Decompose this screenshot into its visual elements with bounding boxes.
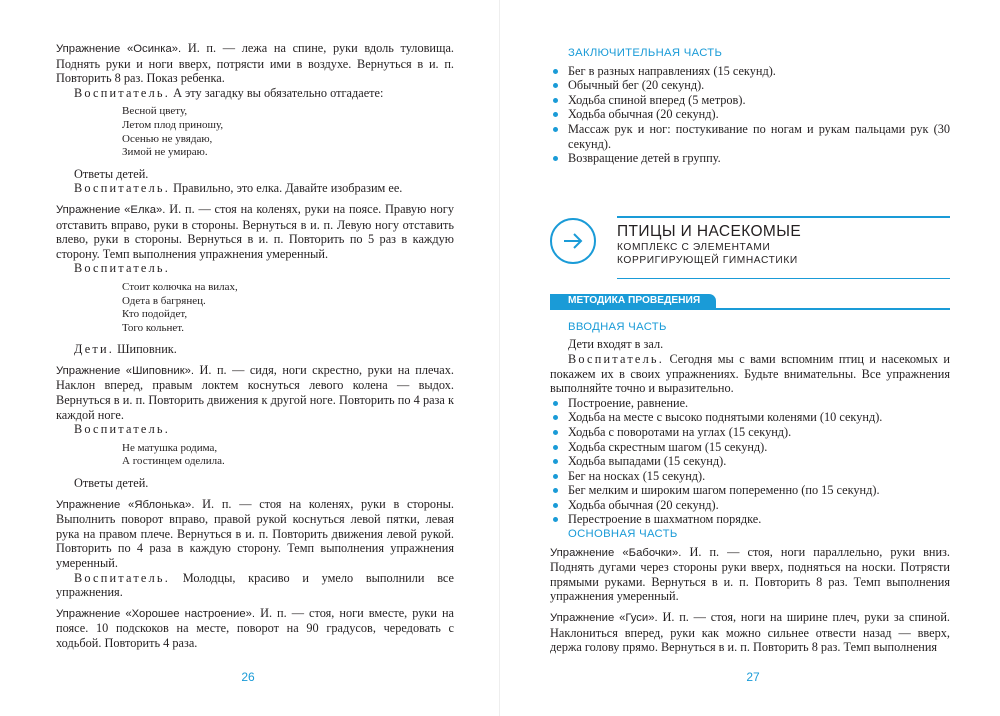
chapter-title: ПТИЦЫ И НАСЕКОМЫЕ (617, 222, 802, 240)
exercise-name: Упражнение «Осинка». (56, 43, 182, 55)
exercise-osinka: Упражнение «Осинка». И. п. — лежа на спине, руки вдоль туловища. Поднять руки и ноги вверх, потрясти ими в воздухе. Вернуться в и. п. Повторить 8 раз. Показ ребенка. (56, 41, 454, 86)
right-text-column (550, 46, 950, 655)
list-item: Ходьба обычная (20 секунд). (550, 498, 950, 513)
children-line: Дети. Шиповник. (74, 342, 177, 357)
speaker: Воспитатель. (74, 181, 170, 196)
list-item: Бег в разных направлениях (15 секунд). (550, 64, 950, 79)
exercise-name: Упражнение «Яблонька». (56, 498, 195, 511)
speaker: Дети. (74, 342, 115, 357)
exercise-name: Упражнение «Хорошее настроение». (56, 607, 256, 620)
list-item: Возвращение детей в группу. (550, 151, 950, 166)
exercise-name: Упражнение «Елка». (56, 203, 166, 216)
children-answers: Ответы детей. (74, 166, 149, 181)
speaker: Воспитатель. (74, 422, 170, 437)
teacher-line: Воспитатель. Правильно, это елка. Давайте изобразим ее. (74, 181, 403, 196)
list-item: Обычный бег (20 секунд). (550, 78, 950, 93)
children-answers: Ответы детей. (74, 476, 149, 491)
exercise-gusi: Упражнение «Гуси». И. п. — стоя, ноги на ширине плеч, руки за спиной. Наклониться вперед, руки как можно сильнее отвести назад — вверх, держа голову прямо. Вернуться в и. п. Повторить 8 раз. Темп выполнения (550, 610, 950, 655)
chapter-subtitle: КОРРИГИРУЮЩЕЙ ГИМНАСТИКИ (617, 254, 798, 266)
page-number: 27 (746, 670, 760, 684)
speaker: Воспитатель. (568, 351, 664, 366)
right-page (500, 0, 1000, 716)
riddle-poem: Стоит колючка на вилах, Одета в багрянец. Кто подойдет, Того кольнет. (122, 280, 238, 334)
list-item: Бег мелким и широким шагом попеременно (по 15 секунд). (550, 483, 950, 498)
method-bar (550, 294, 950, 310)
section-heading-intro: ВВОДНАЯ ЧАСТЬ (568, 320, 667, 333)
list-item: Ходьба спиной вперед (5 метров). (550, 93, 950, 108)
teacher-line (56, 261, 454, 276)
exercise-elka: Упражнение «Елка». И. п. — стоя на коленях, руки на поясе. Правую ногу отставить вправо, руки в стороны. Вернуться в и. п. Левую ногу отставить влево, руки в стороны. Вернуться в и. п. Повторить по 5 раз в каждую сторону. Темп выполнения упражнения умеренный. (56, 201, 454, 261)
chapter-title-block (617, 216, 950, 267)
exercise-babochki: Упражнение «Бабочки». И. п. — стоя, ноги параллельно, руки вниз. Поднять дугами через стороны руки вверх, подняться на носки. Потрясти прямыми руками. Вернуться в и. п. Повторить 8 раз. Темп выполнения упражнения умеренный. (550, 544, 950, 604)
speaker: Воспитатель. (74, 85, 170, 100)
speaker: Воспитатель. (74, 261, 170, 276)
riddle-poem: Не матушка родима, А гостинцем оделила. (122, 441, 225, 468)
list-item: Ходьба скрестным шагом (15 секунд). (550, 440, 950, 455)
chapter-subtitle: КОМПЛЕКС С ЭЛЕМЕНТАМИ (617, 241, 771, 253)
list-item: Ходьба с поворотами на углах (15 секунд). (550, 425, 950, 440)
list-item: Построение, равнение. (550, 396, 950, 411)
final-part-list (550, 64, 950, 166)
intro-lead: Дети входят в зал. (568, 337, 664, 352)
page-number: 26 (241, 670, 255, 684)
riddle-poem: Весной цвету, Летом плод приношу, Осенью не увядаю, Зимой не умираю. (122, 105, 224, 159)
exercise-name: Упражнение «Гуси». (550, 612, 658, 625)
section-heading-final: ЗАКЛЮЧИТЕЛЬНАЯ ЧАСТЬ (568, 47, 723, 59)
exercise-shipovnik: Упражнение «Шиповник». И. п. — сидя, ноги скрестно, руки на плечах. Наклон вперед, правым локтем коснуться левого колена — выдох. Вернуться в и. п. Повторить движения к другой ноге. Повторить по 4 раза к каждой ноге. (56, 362, 454, 422)
teacher-line: Воспитатель. Молодцы, красиво и умело выполнили все упражнения. (56, 570, 454, 600)
list-item: Перестроение в шахматном порядке. (550, 512, 950, 527)
list-item: Бег на носках (15 секунд). (550, 469, 950, 484)
teacher-line (56, 422, 454, 437)
left-text-column (56, 41, 454, 651)
arrow-right-icon (550, 218, 596, 264)
chapter-header (550, 216, 950, 278)
speaker: Воспитатель. (74, 570, 170, 585)
exercise-name: Упражнение «Бабочки». (550, 546, 682, 559)
teacher-line: Воспитатель. Сегодня мы с вами вспомним птиц и насекомых и покажем их в своих упражнениях. Будьте внимательны. Все упражнения выполняйте точно и выразительно. (550, 351, 950, 396)
list-item: Массаж рук и ног: постукивание по ногам и рукам пальцами рук (30 секунд). (550, 122, 950, 151)
exercise-nastroenie: Упражнение «Хорошее настроение». И. п. — стоя, ноги вместе, руки на поясе. 10 подскоков на месте, поворот на 90 градусов, чередовать с ходьбой. Повторить 4 раза. (56, 605, 454, 650)
teacher-line: Воспитатель. А эту загадку вы обязательно отгадаете: (74, 85, 384, 100)
chapter-divider (617, 278, 950, 279)
method-label: МЕТОДИКА ПРОВЕДЕНИЯ (550, 294, 716, 308)
exercise-yablonka: Упражнение «Яблонька». И. п. — стоя на коленях, руки в стороны. Выполнить поворот вправо, правой рукой коснуться левой пятки, левая рука на правом плече. Вернуться в и. п. Повторить движения левой рукой. Повторить по 4 раза в каждую сторону. Темп выполнения упражнения умеренный. (56, 496, 454, 570)
section-heading-main: ОСНОВНАЯ ЧАСТЬ (568, 528, 678, 541)
list-item: Ходьба выпадами (15 секунд). (550, 454, 950, 469)
list-item: Ходьба обычная (20 секунд). (550, 107, 950, 122)
exercise-name: Упражнение «Шиповник». (56, 364, 195, 377)
intro-part-list (550, 396, 950, 527)
list-item: Ходьба на месте с высоко поднятыми коленями (10 секунд). (550, 410, 950, 425)
